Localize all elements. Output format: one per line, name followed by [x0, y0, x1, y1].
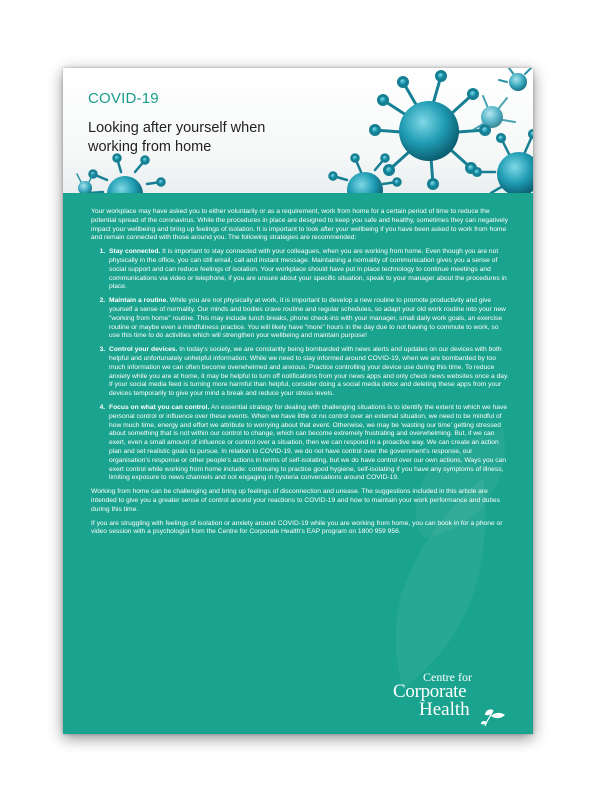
- strategy-item: [107, 404, 511, 483]
- article-body: [91, 208, 511, 542]
- strategy-text: While you are not physically at work, it is important to develop a new routine to promote productivity and give yourself a sense of normality. Our minds and bodies crave routine and regular schedules, so adapt your old work routine into your new "working from home" routine. This may include lunch breaks, phone check-ins with your manager, small daily work goals, an exercise routine or maybe even a mindfulness practice. You will likely have "more" hours in the day due to not having to commute to work, so use this time to do activities which will strengthen your wellbeing and maintain purpose!: [109, 297, 506, 340]
- closing-paragraph: Working from home can be challenging and bring up feelings of disconnection and unease. The suggestions included in this article are intended to give you a greater sense of control around your reactions to COVID-19 and how to maintain your work performance and duties during this time.: [91, 488, 500, 513]
- document-title: Looking after yourself when working from home: [88, 120, 266, 155]
- strategy-lead: Control your devices.: [109, 346, 178, 354]
- document-page: [63, 68, 533, 734]
- document-kicker: COVID-19: [88, 90, 159, 107]
- strategy-item: [107, 346, 511, 399]
- intro-paragraph: Your workplace may have asked you to either voluntarily or as a requirement, work from home for a certain period of time to reduce the potential spread of the coronavirus. While the procedures in place are designed to keep you safe and healthy, sometimes they can negatively impact your wellbeing and bring up feelings of isolation. It is important to look after your wellbeing if you have been asked to work from home and remain connected with those around you. The following strategies are recommended:: [91, 208, 508, 242]
- strategy-lead: Maintain a routine.: [109, 297, 169, 305]
- strategy-text: It is important to stay connected with your colleagues, when you are working from home. Even though you are not physically in the office, you can still email, call and instant message. Maintaining a normality of communication gives you a sense of social support and can reduce feelings of isolation. Your workplace should have put in place technology to continue meetings and communications via video or telephone, if you are unsure about your specific situation, speak to your manager about the procedures in place.: [109, 248, 507, 291]
- logo-line-3: Health: [419, 699, 470, 720]
- logo-line-1: Centre for: [423, 670, 472, 684]
- contact-paragraph: If you are struggling with feelings of isolation or anxiety around COVID-19 while you are working from home, you can book in for a phone or video session with a psychologist from the Centre for Corporate Health's EAP program on 1800 959 956.: [91, 519, 503, 536]
- leaf-sprout-icon: [481, 706, 507, 728]
- strategy-item: [107, 297, 511, 341]
- strategy-lead: Stay connected.: [109, 248, 161, 256]
- strategy-lead: Focus on what you can control.: [109, 403, 210, 411]
- strategy-text: An essential strategy for dealing with challenging situations is to identify the extent to which we have personal control or influence over these events. When we have little or no control over an external situation, we need to be mindful of how much time, energy and effort we attribute to worrying about that event. Otherwise, we may be 'wasting our time' getting stressed about something that is not within our control to change, which can become extremely frustrating and overwhelming. But, if we can exert, even a small amount of influence or control over a situation, then we can respond in a proactive way. We can create an action plan and set realistic goals to pursue. In relation to COVID-19, we do not have control over the government's response, our organisation's response or other people's actions in terms of self-isolating, but we do have control over our own actions. Ways you can exert control while working from home include: continuing to practice good hygiene, self-isolating if you have any symptoms of illness, limiting exposure to news channels and not engaging in hysteria conversations around COVID-19.: [109, 403, 508, 482]
- logo-line-2: Corporate: [393, 681, 467, 702]
- header-banner: [63, 68, 533, 193]
- strategy-item: [107, 248, 511, 292]
- centre-for-corporate-health-logo: [393, 670, 513, 728]
- strategy-list: [91, 248, 511, 483]
- strategy-text: In today's society, we are constantly being bombarded with news alerts and updates on our devices with both helpful and unfortunately unhelpful information. While we need to stay informed around COVID-19, when we are bombarded by too much information we can often become overwhelmed and anxious. Practice controlling your device use during this time. To reduce anxiety while you are at home, it may be helpful to turn off notifications from your news apps and only check news websites once a day. If your social media feed is turning more harmful than helpful, consider doing a social media detox and deleting these apps from your devices temporarily to give your mind a break and reduce your stress levels.: [109, 346, 509, 398]
